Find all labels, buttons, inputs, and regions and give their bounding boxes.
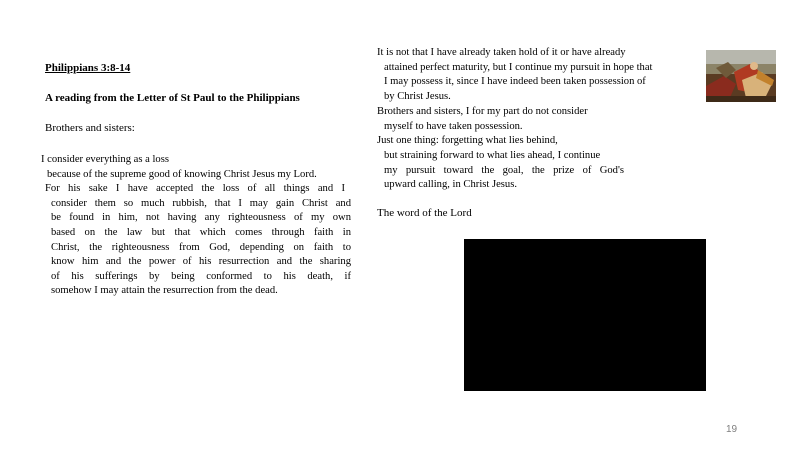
text-line: Just one thing: forgetting what lies behind, bbox=[377, 135, 558, 147]
video-placeholder[interactable] bbox=[464, 239, 706, 391]
text-line: somehow I may attain the resurrection from the dead. bbox=[51, 285, 278, 297]
text-line: be found in him, not having any righteousness of my own bbox=[51, 212, 351, 224]
text-line: I consider everything as a loss bbox=[41, 154, 169, 165]
text-line: I may possess it, since I have indeed been taken possession of bbox=[384, 76, 646, 88]
text-line: but straining forward to what lies ahead, I continue bbox=[384, 149, 601, 161]
reading-text-left bbox=[41, 153, 361, 299]
text-line: attained perfect maturity, but I continue my pursuit in hope that bbox=[384, 61, 653, 73]
text-line: myself to have taken possession. bbox=[384, 120, 523, 132]
text-line: It is not that I have already taken hold of it or have already bbox=[377, 47, 626, 58]
text-line: based on the law but that which comes through faith in bbox=[51, 226, 351, 238]
reading-text-right bbox=[377, 46, 687, 193]
text-line: upward calling, in Christ Jesus. bbox=[384, 179, 517, 191]
text-line: Brothers and sisters, I for my part do not consider bbox=[377, 105, 588, 117]
text-line: Christ, the righteousness from God, depending on faith to bbox=[51, 241, 351, 253]
text-line: know him and the power of his resurrection and the sharing bbox=[51, 256, 351, 268]
text-line: consider them so much rubbish, that I may gain Christ and bbox=[51, 197, 351, 209]
text-line: by Christ Jesus. bbox=[384, 91, 451, 103]
text-line: of his sufferings by being conformed to his death, if bbox=[51, 270, 351, 282]
closing-acclamation: The word of the Lord bbox=[377, 207, 472, 219]
text-line: my pursuit toward the goal, the prize of God's bbox=[384, 164, 624, 176]
greeting: Brothers and sisters: bbox=[45, 122, 135, 134]
reading-title: A reading from the Letter of St Paul to the Philippians bbox=[45, 92, 300, 104]
page-number: 19 bbox=[726, 424, 738, 435]
text-line: because of the supreme good of knowing Christ Jesus my Lord. bbox=[47, 168, 317, 180]
religious-painting-image bbox=[706, 50, 776, 102]
scripture-reference: Philippians 3:8-14 bbox=[45, 62, 131, 74]
text-line: For his sake I have accepted the loss of all things and I bbox=[45, 183, 345, 195]
